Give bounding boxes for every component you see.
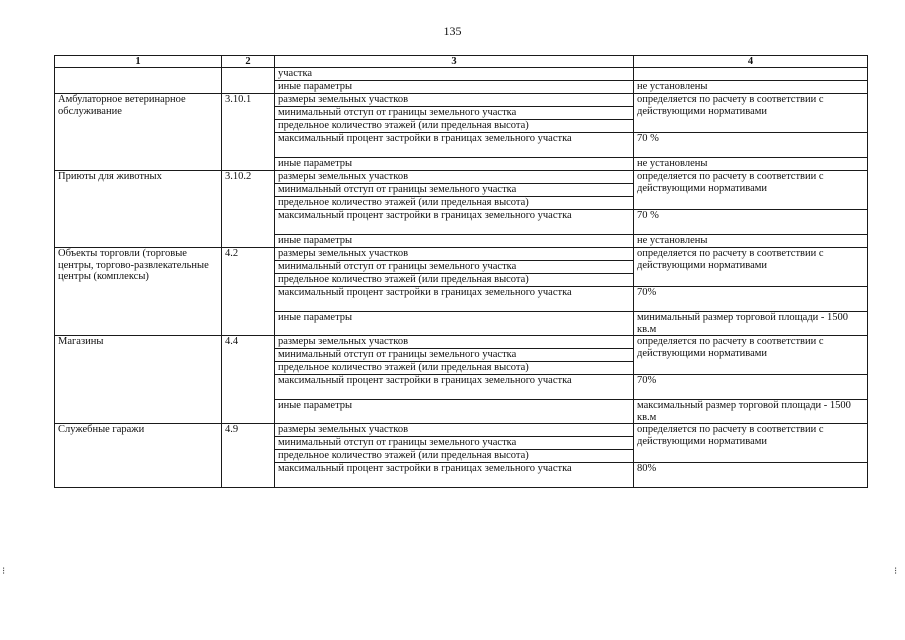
- param-cell: максимальный процент застройки в границах земельного участка: [275, 210, 634, 235]
- param-cell: минимальный отступ от границы земельного участка: [275, 437, 634, 450]
- other-value-cell: не установлены: [634, 158, 868, 171]
- percent-value-cell: 70 %: [634, 210, 868, 235]
- norm-value-cell: определяется по расчету в соответствии с действующими нормативами: [634, 336, 868, 375]
- param-cell: иные параметры: [275, 81, 634, 94]
- regulations-table: [54, 55, 868, 488]
- param-cell: предельное количество этажей (или предельная высота): [275, 274, 634, 287]
- header-col-4: 4: [634, 56, 868, 68]
- use-type-name: Магазины: [55, 336, 222, 424]
- table-row: [55, 336, 868, 349]
- other-value-cell: максимальный размер торговой площади - 1500 кв.м: [634, 400, 868, 424]
- use-type-code: 3.10.1: [222, 94, 275, 171]
- param-cell: размеры земельных участков: [275, 248, 634, 261]
- param-cell: минимальный отступ от границы земельного участка: [275, 349, 634, 362]
- percent-value-cell: 70%: [634, 375, 868, 400]
- use-type-code: 4.4: [222, 336, 275, 424]
- header-col-2: 2: [222, 56, 275, 68]
- use-type-code: 4.9: [222, 424, 275, 488]
- header-col-1: 1: [55, 56, 222, 68]
- param-cell: иные параметры: [275, 235, 634, 248]
- use-type-name: Амбулаторное ветеринарное обслуживание: [55, 94, 222, 171]
- edge-mark-left-icon: ⁝: [2, 566, 6, 577]
- param-cell: максимальный процент застройки в границах земельного участка: [275, 463, 634, 488]
- continued-code-cell: [222, 68, 275, 94]
- param-cell: размеры земельных участков: [275, 94, 634, 107]
- param-cell: размеры земельных участков: [275, 336, 634, 349]
- norm-value-cell: определяется по расчету в соответствии с действующими нормативами: [634, 424, 868, 463]
- param-cell: предельное количество этажей (или предельная высота): [275, 197, 634, 210]
- value-cell: [634, 68, 868, 81]
- header-col-3: 3: [275, 56, 634, 68]
- param-cell: иные параметры: [275, 158, 634, 171]
- continued-name-cell: [55, 68, 222, 94]
- page-number: 135: [443, 24, 462, 38]
- norm-value-cell: определяется по расчету в соответствии с действующими нормативами: [634, 248, 868, 287]
- table-row: [55, 68, 868, 81]
- use-type-code: 4.2: [222, 248, 275, 336]
- param-cell: предельное количество этажей (или предельная высота): [275, 450, 634, 463]
- table-row: [55, 171, 868, 184]
- use-type-name: Приюты для животных: [55, 171, 222, 248]
- percent-value-cell: 70%: [634, 287, 868, 312]
- param-cell: минимальный отступ от границы земельного участка: [275, 184, 634, 197]
- norm-value-cell: определяется по расчету в соответствии с действующими нормативами: [634, 171, 868, 210]
- param-cell: предельное количество этажей (или предельная высота): [275, 120, 634, 133]
- param-cell: минимальный отступ от границы земельного участка: [275, 107, 634, 120]
- norm-value-cell: определяется по расчету в соответствии с действующими нормативами: [634, 94, 868, 133]
- other-value-cell: не установлены: [634, 235, 868, 248]
- use-type-code: 3.10.2: [222, 171, 275, 248]
- param-cell: иные параметры: [275, 400, 634, 424]
- param-cell: размеры земельных участков: [275, 424, 634, 437]
- table-row: [55, 424, 868, 437]
- param-cell: максимальный процент застройки в границах земельного участка: [275, 287, 634, 312]
- use-type-name: Объекты торговли (торговые центры, торгово-развлекательные центры (комплексы): [55, 248, 222, 336]
- param-cell: иные параметры: [275, 312, 634, 336]
- param-cell: максимальный процент застройки в границах земельного участка: [275, 375, 634, 400]
- param-cell: предельное количество этажей (или предельная высота): [275, 362, 634, 375]
- header-row: [55, 56, 868, 68]
- value-cell: не установлены: [634, 81, 868, 94]
- table-row: [55, 94, 868, 107]
- table-body: [55, 68, 868, 488]
- param-cell: участка: [275, 68, 634, 81]
- use-type-name: Служебные гаражи: [55, 424, 222, 488]
- percent-value-cell: 70 %: [634, 133, 868, 158]
- edge-mark-right-icon: ⁝: [894, 566, 898, 577]
- other-value-cell: минимальный размер торговой площади - 1500 кв.м: [634, 312, 868, 336]
- percent-value-cell: 80%: [634, 463, 868, 488]
- param-cell: максимальный процент застройки в границах земельного участка: [275, 133, 634, 158]
- table-row: [55, 248, 868, 261]
- param-cell: минимальный отступ от границы земельного участка: [275, 261, 634, 274]
- param-cell: размеры земельных участков: [275, 171, 634, 184]
